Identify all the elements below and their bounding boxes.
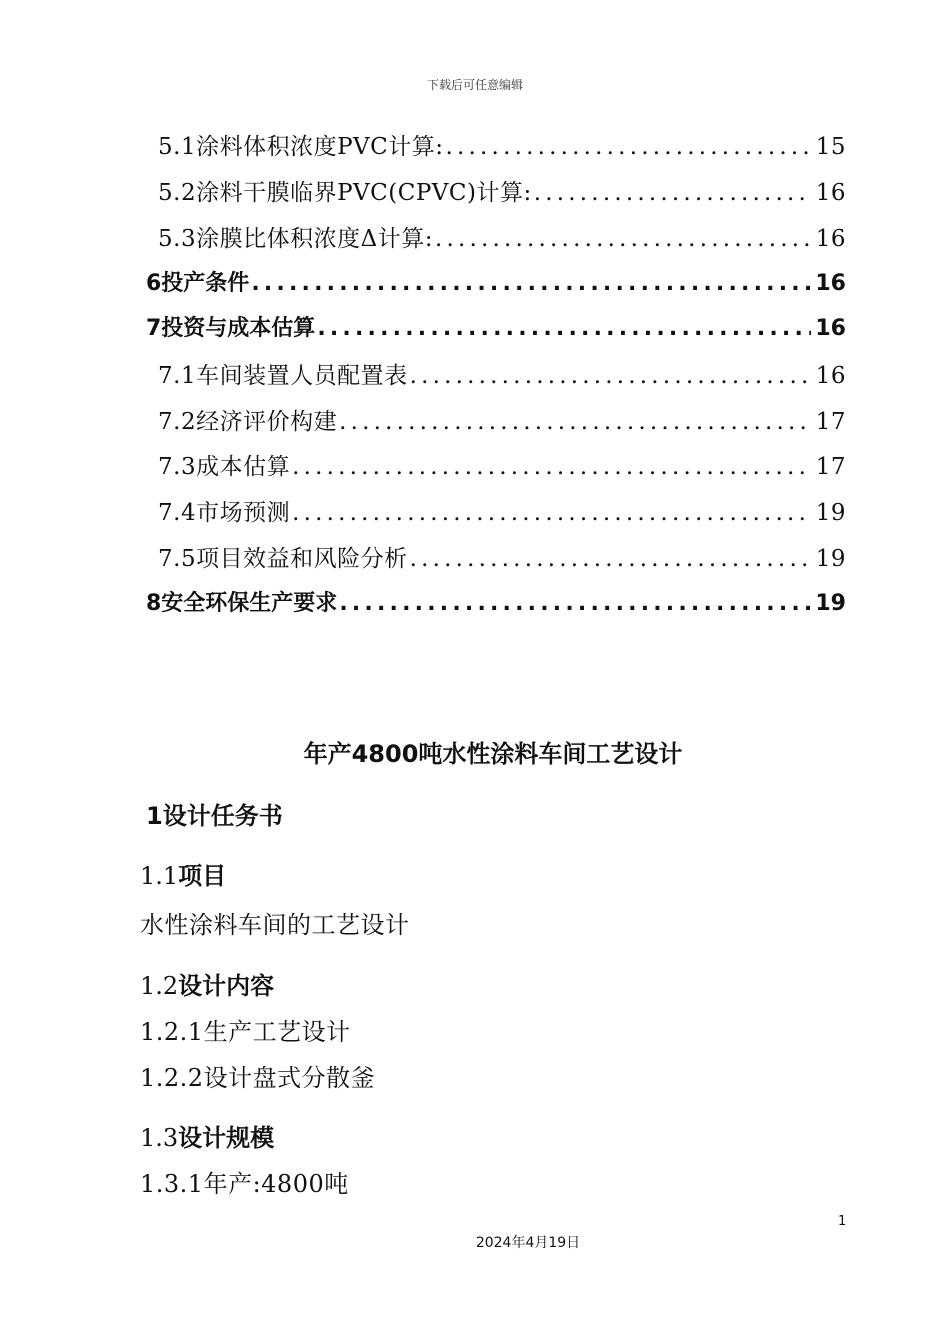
toc-entry[interactable] [158, 403, 846, 443]
body-text: 水性涂料车间的工艺设计 [140, 911, 410, 939]
toc-entry[interactable] [146, 311, 846, 351]
subsection-number: 1.3 [140, 1124, 179, 1152]
document-title: 年产4800吨水性涂料车间工艺设计 [303, 740, 683, 768]
subsection-heading [140, 1118, 274, 1153]
toc-leader-dots [337, 409, 812, 435]
toc-entry[interactable] [158, 174, 846, 214]
toc-leader-dots [433, 226, 812, 252]
subsection-label: 项目 [178, 862, 227, 890]
toc-leader-dots [408, 546, 812, 572]
toc-entry-title: 7.3成本估算 [158, 454, 291, 480]
footer-date: 2024年4月19日 [475, 1235, 581, 1251]
toc-entry[interactable] [158, 494, 846, 534]
toc-entry-page: 19 [815, 546, 846, 572]
toc-entry-title: 7.1车间装置人员配置表 [158, 363, 408, 389]
toc-entry-title: 7.4市场预测 [158, 500, 291, 526]
toc-entry-title: 7投资与成本估算 [146, 316, 316, 341]
toc-leader-dots [249, 271, 811, 296]
subsection-label: 设计规模 [178, 1124, 275, 1152]
toc-entry-title: 8安全环保生产要求 [146, 591, 338, 616]
toc-entry-page: 15 [815, 134, 846, 160]
toc-entry-page: 16 [815, 226, 846, 252]
toc-entry-title: 6投产条件 [146, 271, 250, 296]
toc-entry-page: 16 [815, 316, 846, 341]
toc-entry[interactable] [158, 448, 846, 488]
list-item: 1.2.1生产工艺设计 [140, 1018, 351, 1046]
toc-entry-page: 17 [815, 409, 846, 435]
subsection-label: 设计内容 [178, 972, 275, 1000]
toc-entry[interactable] [158, 220, 846, 260]
toc-entry-page: 19 [815, 500, 846, 526]
toc-entry[interactable] [146, 586, 846, 626]
subsection-heading [140, 966, 274, 1001]
toc-entry-page: 16 [815, 180, 846, 206]
toc-entry-title: 7.2经济评价构建 [158, 409, 338, 435]
subsection-heading [140, 856, 226, 891]
toc-leader-dots [337, 591, 811, 616]
section-heading: 1设计任务书 [146, 802, 283, 830]
toc-entry-page: 19 [815, 591, 846, 616]
toc-entry-title: 5.2涂料干膜临界PVC(CPVC)计算: [158, 180, 532, 206]
toc-leader-dots [532, 180, 812, 206]
list-item: 1.3.1年产:4800吨 [140, 1170, 349, 1198]
toc-leader-dots [315, 316, 811, 341]
toc-leader-dots [444, 134, 812, 160]
page-number: 1 [838, 1214, 847, 1229]
list-item: 1.2.2设计盘式分散釜 [140, 1064, 376, 1092]
toc-leader-dots [290, 500, 812, 526]
toc-entry-page: 16 [815, 271, 846, 296]
toc-leader-dots [408, 363, 812, 389]
toc-leader-dots [290, 454, 812, 480]
toc-entry-page: 16 [815, 363, 846, 389]
page-header: 下载后可任意编辑 [426, 78, 523, 92]
toc-entry[interactable] [158, 540, 846, 580]
toc-entry[interactable] [158, 128, 846, 168]
toc-entry-page: 17 [815, 454, 846, 480]
subsection-number: 1.2 [140, 972, 179, 1000]
toc-entry-title: 5.3涂膜比体积浓度Δ计算: [158, 226, 433, 252]
toc-entry[interactable] [158, 357, 846, 397]
toc-entry-title: 7.5项目效益和风险分析 [158, 546, 408, 572]
toc-entry[interactable] [146, 266, 846, 306]
subsection-number: 1.1 [140, 862, 179, 890]
toc-entry-title: 5.1涂料体积浓度PVC计算: [158, 134, 444, 160]
